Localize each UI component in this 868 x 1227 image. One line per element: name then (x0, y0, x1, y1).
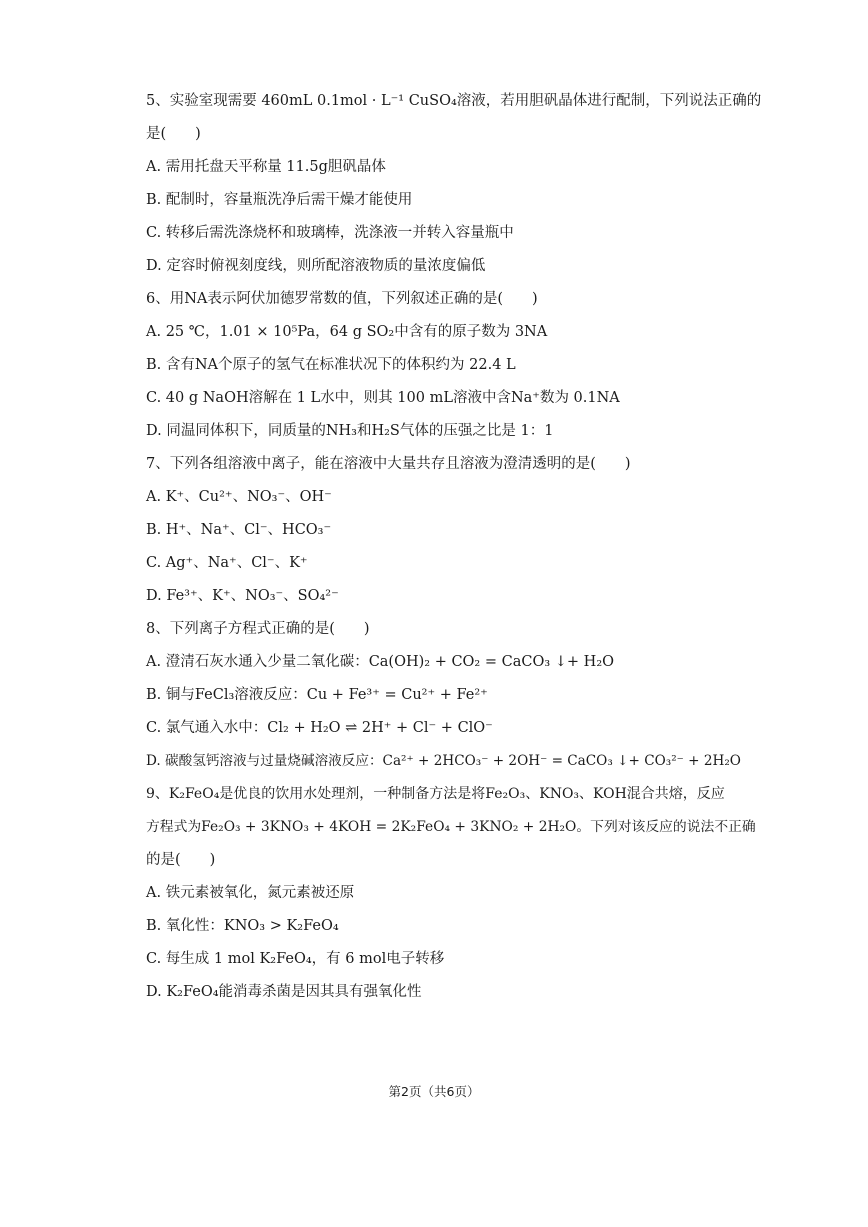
question-6-stem-line-1: 6、用NA表示阿伏加德罗常数的值，下列叙述正确的是( ) (146, 291, 538, 307)
question-6 (146, 288, 736, 453)
question-6-option-d: D. 同温同体积下，同质量的NH₃和H₂S气体的压强之比是 1：1 (146, 423, 554, 439)
question-8-option-d: D. 碳酸氢钙溶液与过量烧碱溶液反应：Ca²⁺ + 2HCO₃⁻ + 2OH⁻ = CaCO₃ ↓+ CO₃²⁻ + 2H₂O (146, 753, 741, 769)
question-5-stem-line-2: 是( ) (146, 126, 201, 142)
question-6-option-b: B. 含有NA个原子的氢气在标准状况下的体积约为 22.4 L (146, 357, 516, 373)
question-7-option-d: D. Fe³⁺、K⁺、NO₃⁻、SO₄²⁻ (146, 588, 339, 604)
question-9-option-c: C. 每生成 1 mol K₂FeO₄，有 6 mol电子转移 (146, 951, 445, 967)
question-9-stem-line-1: 9、K₂FeO₄是优良的饮用水处理剂，一种制备方法是将Fe₂O₃、KNO₃、KOH混合共熔，反应 (146, 786, 725, 802)
question-8-stem-line-1: 8、下列离子方程式正确的是( ) (146, 621, 370, 637)
question-5-option-c: C. 转移后需洗涤烧杯和玻璃棒，洗涤液一并转入容量瓶中 (146, 225, 514, 241)
question-9-stem-line-3: 的是( ) (146, 852, 216, 868)
question-5-option-d: D. 定容时俯视刻度线，则所配溶液物质的量浓度偏低 (146, 258, 486, 274)
page-footer: 第2页（共6页） (388, 1084, 480, 1099)
question-8-option-a: A. 澄清石灰水通入少量二氧化碳：Ca(OH)₂ + CO₂ = CaCO₃ ↓+ H₂O (146, 654, 615, 670)
question-8-option-c: C. 氯气通入水中：Cl₂ + H₂O ⇌ 2H⁺ + Cl⁻ + ClO⁻ (146, 720, 493, 736)
question-7 (146, 453, 736, 618)
question-7-option-a: A. K⁺、Cu²⁺、NO₃⁻、OH⁻ (146, 489, 332, 505)
question-5 (146, 90, 762, 288)
question-5-option-b: B. 配制时，容量瓶洗净后需干燥才能使用 (146, 192, 413, 208)
question-9-option-a: A. 铁元素被氧化，氮元素被还原 (146, 885, 355, 901)
question-9 (146, 783, 756, 1014)
question-9-option-b: B. 氧化性：KNO₃ > K₂FeO₄ (146, 918, 339, 934)
question-7-stem-line-1: 7、下列各组溶液中离子，能在溶液中大量共存且溶液为澄清透明的是( ) (146, 456, 631, 472)
question-6-option-c: C. 40 g NaOH溶解在 1 L水中，则其 100 mL溶液中含Na⁺数为 0.1NA (146, 390, 620, 406)
question-8 (146, 618, 741, 783)
question-8-option-b: B. 铜与FeCl₃溶液反应：Cu + Fe³⁺ = Cu²⁺ + Fe²⁺ (146, 687, 488, 703)
question-9-option-d: D. K₂FeO₄能消毒杀菌是因其具有强氧化性 (146, 984, 422, 1000)
question-7-option-c: C. Ag⁺、Na⁺、Cl⁻、K⁺ (146, 555, 308, 571)
question-7-option-b: B. H⁺、Na⁺、Cl⁻、HCO₃⁻ (146, 522, 332, 538)
question-5-stem-line-1: 5、实验室现需要 460mL 0.1mol · L⁻¹ CuSO₄溶液，若用胆矾晶体进行配制，下列说法正确的 (146, 93, 762, 109)
question-9-stem-line-2: 方程式为Fe₂O₃ + 3KNO₃ + 4KOH = 2K₂FeO₄ + 3KNO₂ + 2H₂O。下列对该反应的说法不正确 (146, 819, 756, 835)
question-6-option-a: A. 25 ℃，1.01 × 10⁵Pa，64 g SO₂中含有的原子数为 3NA (146, 324, 548, 340)
question-5-option-a: A. 需用托盘天平称量 11.5g胆矾晶体 (146, 159, 386, 175)
